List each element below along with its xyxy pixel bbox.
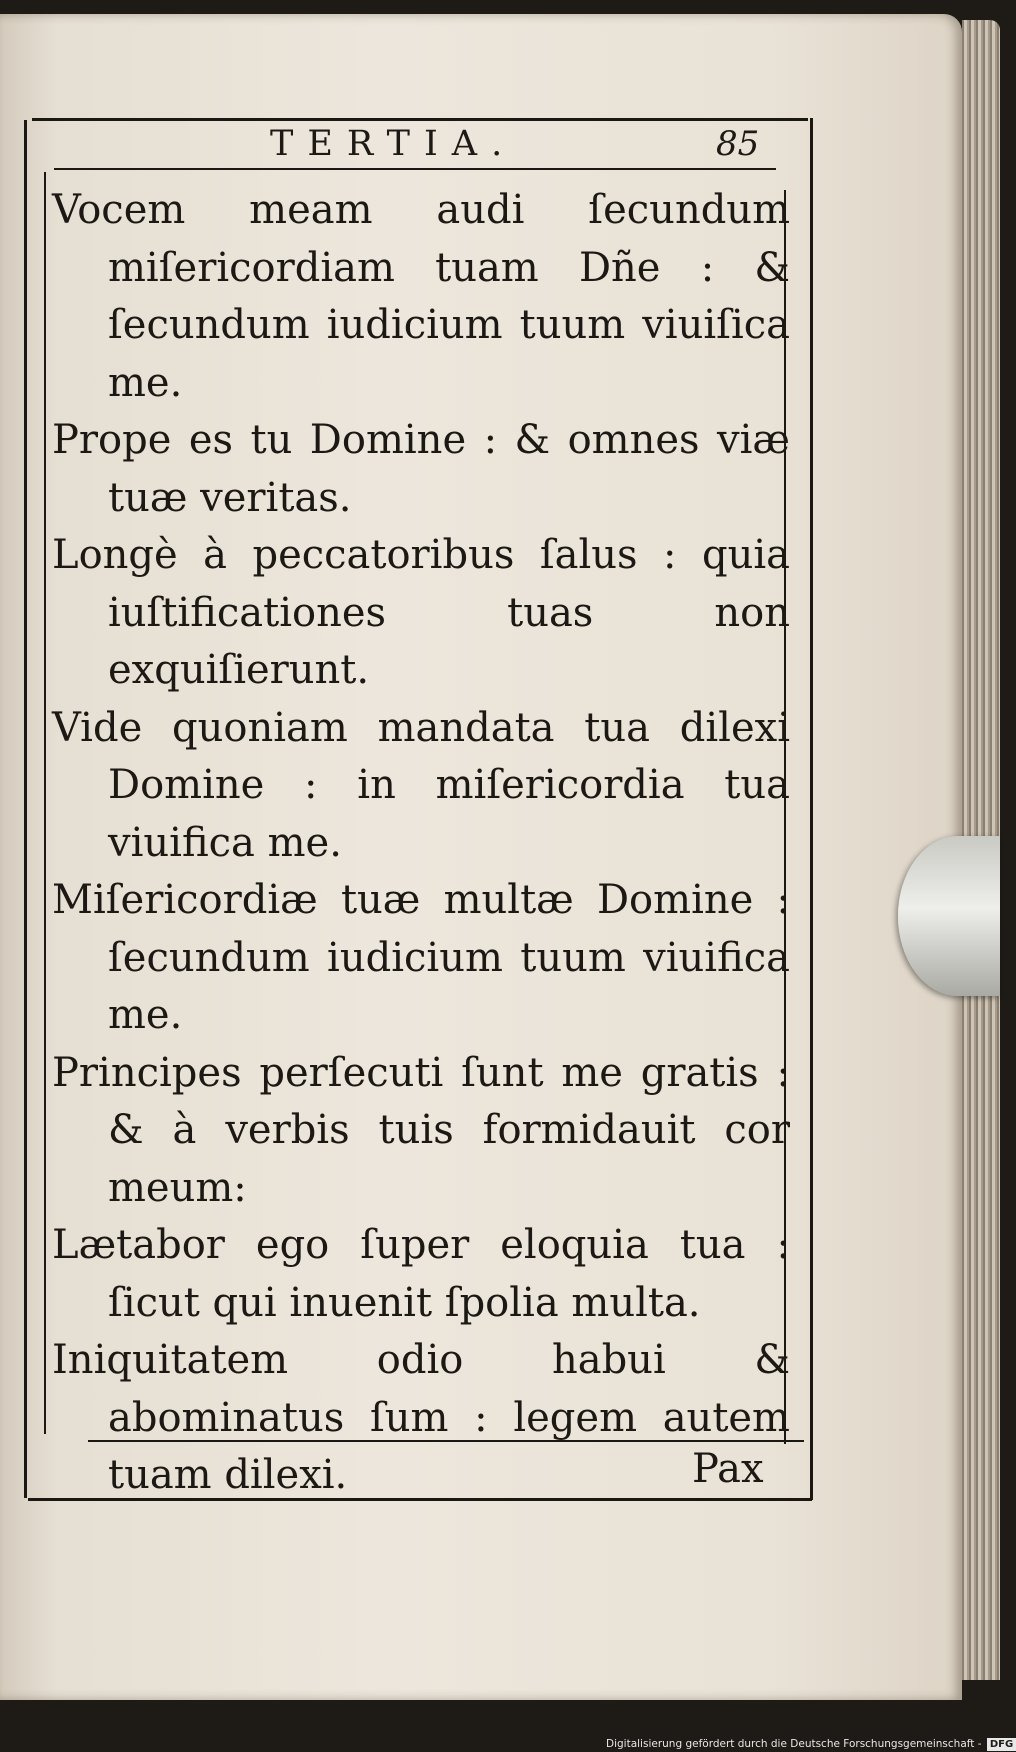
verse: Iniquitatem odio habui & abominatus ſum : legem autem tuam dilexi. (52, 1337, 790, 1498)
verse: Miſericordiæ tuæ multæ Domine : ſecundum iudicium tuum viuifica me. (52, 877, 790, 1038)
digitization-credit (606, 1736, 1016, 1752)
header-rule (54, 168, 776, 170)
frame-rule-top (32, 118, 808, 121)
verse: Lætabor ego ſuper eloquia tua : ſicut qui inuenit ſpolia multa. (52, 1222, 790, 1326)
frame-rule-right-outer (810, 118, 813, 1500)
frame-rule-left-inner (44, 172, 46, 1434)
psalm-text (52, 182, 790, 1505)
verse: Longè à peccatoribus ſalus : quia iuſtificationes tuas non exquiſierunt. (52, 532, 790, 693)
verse: Vide quoniam mandata tua dilexi Domine : in miſericordia tua viuifica me. (52, 704, 790, 866)
verse: Prope es tu Domine : & omnes viæ tuæ veritas. (52, 417, 790, 521)
running-title: TERTIA. (270, 124, 517, 164)
verse: Principes perſecuti ſunt me gratis : & à verbis tuis formidauit cor meum: (52, 1049, 790, 1211)
credit-text: Digitalisierung gefördert durch die Deutsche Forschungsgemeinschaft - (606, 1738, 982, 1750)
dfg-logo: DFG (987, 1738, 1016, 1751)
frame-rule-left-outer (24, 120, 27, 1498)
verse: Vocem meam audi ſecundum miſericordiam tuam Dñe : & ſecundum iudicium tuum viuiſica me. (52, 187, 790, 406)
catchword: Pax (692, 1446, 764, 1492)
page-number: 85 (716, 124, 760, 164)
